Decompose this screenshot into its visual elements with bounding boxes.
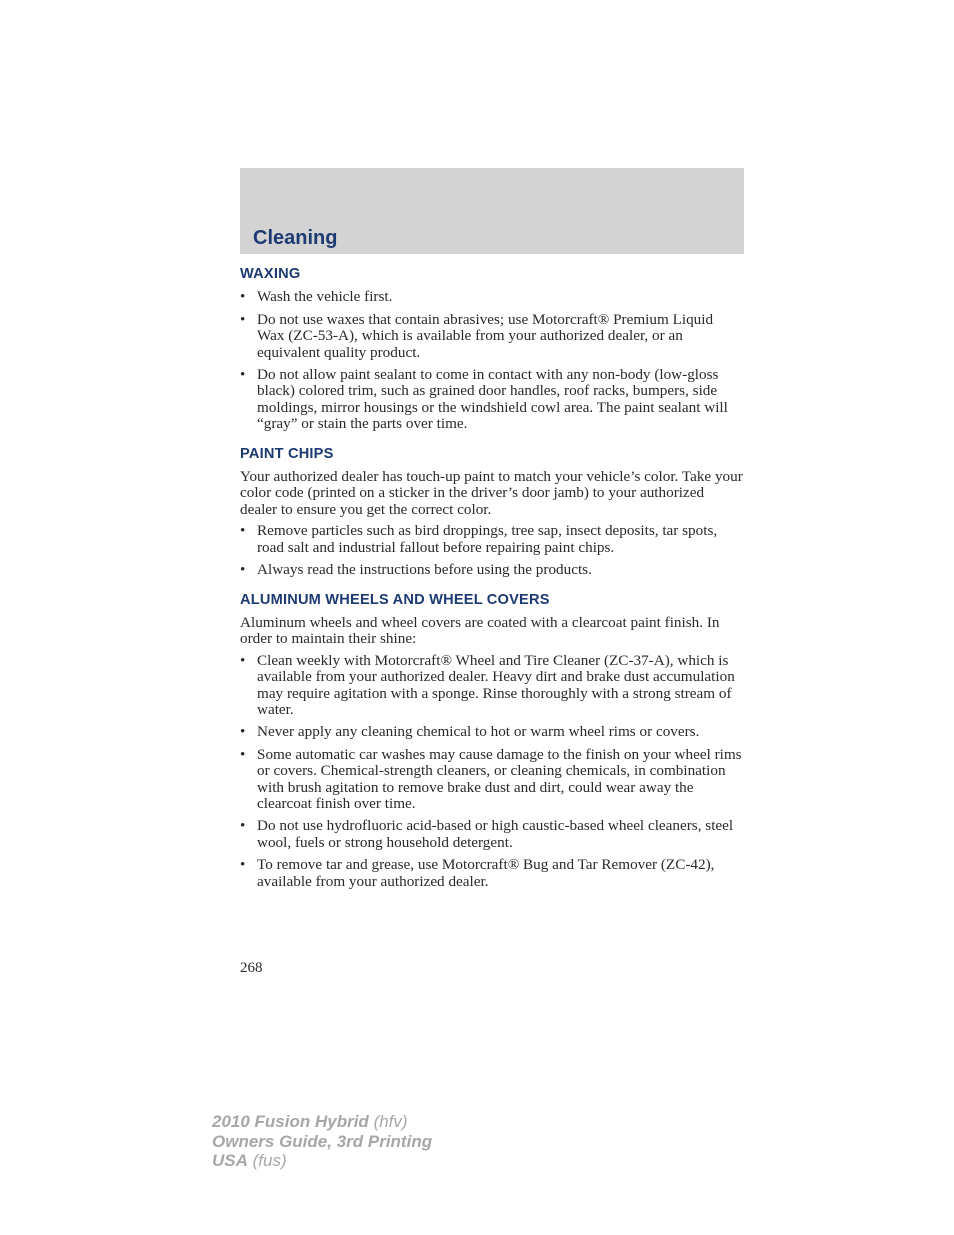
bullet-list xyxy=(240,653,744,890)
bullet-icon: • xyxy=(240,723,246,741)
page-number: 268 xyxy=(240,960,263,976)
list-item: • Clean weekly with Motorcraft® Wheel and Tire Cleaner (ZC-37-A), which is available from your authorized dealer. Heavy dirt and brake dust accumulation may require agitation with a sponge. Rinse thoroughly with a strong stream of water. xyxy=(240,651,735,718)
section-header-band xyxy=(240,168,744,254)
section-heading: ALUMINUM WHEELS AND WHEEL COVERS xyxy=(240,591,550,608)
section-paint-chips xyxy=(240,446,744,579)
document-footer xyxy=(212,1112,432,1171)
bullet-list xyxy=(240,523,744,578)
bullet-icon: • xyxy=(240,817,246,835)
section-heading: WAXING xyxy=(240,266,301,282)
bullet-icon: • xyxy=(240,366,246,384)
section-aluminum-wheels xyxy=(240,592,744,891)
bullet-icon: • xyxy=(240,522,246,540)
list-item: • Never apply any cleaning chemical to hot or warm wheel rims or covers. xyxy=(240,723,700,741)
list-item: • Do not use waxes that contain abrasives; use Motorcraft® Premium Liquid Wax (ZC-53-A), which is available from your authorized dealer, or an equivalent quality product. xyxy=(240,310,714,361)
bullet-icon: • xyxy=(240,561,246,579)
footer-line: USA (fus) xyxy=(212,1151,287,1170)
page-content xyxy=(240,266,744,903)
list-item: • Wash the vehicle first. xyxy=(240,288,393,306)
bullet-icon: • xyxy=(240,651,246,669)
bullet-icon: • xyxy=(240,856,246,874)
footer-line: Owners Guide, 3rd Printing xyxy=(212,1131,433,1151)
page-title: Cleaning xyxy=(253,227,338,249)
list-item: • Do not use hydrofluoric acid-based or high caustic-based wheel cleaners, steel wool, fuels or strong household detergent. xyxy=(240,817,734,851)
list-item: • To remove tar and grease, use Motorcraft® Bug and Tar Remover (ZC-42), available from your authorized dealer. xyxy=(240,856,715,890)
bullet-icon: • xyxy=(240,310,246,328)
list-item: • Remove particles such as bird droppings, tree sap, insect deposits, tar spots, road salt and industrial fallout before repairing paint chips. xyxy=(240,522,718,556)
section-waxing xyxy=(240,266,744,433)
footer-line: 2010 Fusion Hybrid (hfv) xyxy=(212,1112,408,1131)
bullet-list xyxy=(240,289,744,432)
list-item: • Some automatic car washes may cause damage to the finish on your wheel rims or covers. Chemical-strength cleaners, or cleaning chemicals, in combination with brush agitation to remove brake dust and dirt, could wear away the clearcoat finish over time. xyxy=(240,745,742,812)
bullet-icon: • xyxy=(240,745,246,763)
list-item: • Always read the instructions before using the products. xyxy=(240,561,592,579)
bullet-icon: • xyxy=(240,288,246,306)
list-item: • Do not allow paint sealant to come in contact with any non-body (low-gloss black) colored trim, such as grained door handles, roof racks, bumpers, side moldings, mirror housings or the windshield cowl area. The paint sealant will “gray” or stain the parts over time. xyxy=(240,366,728,433)
section-intro: Your authorized dealer has touch-up paint to match your vehicle’s color. Take your color code (printed on a sticker in the driver’s door jamb) to your authorized dealer to ensure you get the correct color. xyxy=(240,468,743,518)
section-heading: PAINT CHIPS xyxy=(240,445,334,462)
section-intro: Aluminum wheels and wheel covers are coated with a clearcoat paint finish. In order to maintain their shine: xyxy=(240,613,720,648)
